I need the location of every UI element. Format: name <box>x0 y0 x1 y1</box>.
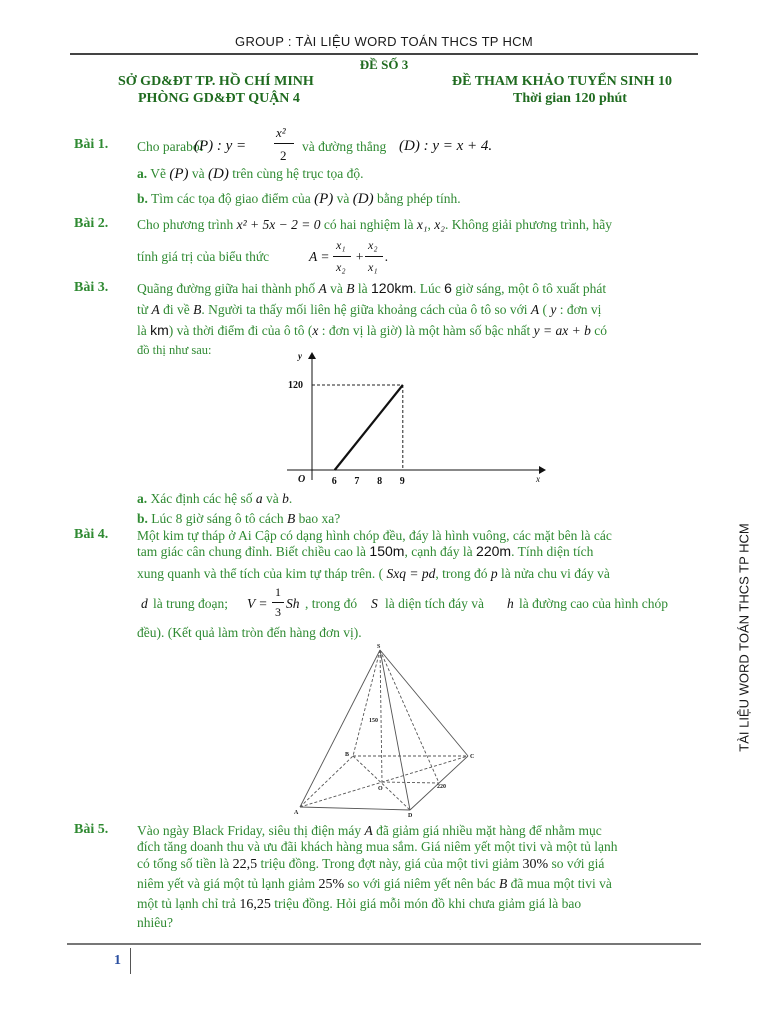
text: : đơn vị <box>556 302 602 317</box>
dept-line-2: PHÒNG GD&ĐT QUẬN 4 <box>138 91 300 106</box>
value: 25% <box>318 877 345 892</box>
text: . <box>288 491 293 506</box>
text: : đơn vị là giờ) là một hàm số bậc nhất <box>318 323 534 338</box>
text: Lúc 8 giờ sáng ô tô cách <box>151 511 284 526</box>
text: Cho phương trình <box>137 217 234 232</box>
text: triệu đồng. Hỏi giá mỗi món đồ khi chưa giảm giá là bao <box>274 896 582 911</box>
text: đã giảm giá nhiều mặt hàng để nhằm mục <box>376 823 602 838</box>
bai5-label: Bài 5. <box>74 822 109 837</box>
bai5-line6: nhiêu? <box>137 915 173 930</box>
y-axis-label: y <box>298 351 302 361</box>
line-eq: (D) : y = x + 4. <box>399 138 493 154</box>
math: B <box>193 302 202 317</box>
math: (P) <box>169 166 189 182</box>
dept-line-1: SỞ GD&ĐT TP. HỒ CHÍ MINH <box>118 74 314 89</box>
height-label: 150 <box>369 718 378 724</box>
text: đã mua một tivi và <box>510 876 612 891</box>
label: a. <box>137 166 148 181</box>
apothem <box>380 650 439 783</box>
text: . Tính diện tích <box>511 544 594 559</box>
label: b. <box>137 191 148 206</box>
height-so <box>380 650 382 782</box>
frac-den: x₁ <box>368 260 378 274</box>
math: a <box>255 491 263 506</box>
text: và <box>265 491 279 506</box>
text: là diện tích đáy và <box>385 596 484 611</box>
x-tick-label: 8 <box>377 476 383 487</box>
math: (P) <box>314 191 334 207</box>
exam-title: ĐỀ THAM KHẢO TUYỂN SINH 10 <box>452 74 673 89</box>
math: A <box>318 281 327 296</box>
value: 6 <box>444 280 452 296</box>
text: từ <box>137 302 152 317</box>
text: là nửa chu vi đáy và <box>500 566 610 581</box>
text: có tổng số tiền là <box>137 856 230 871</box>
text: , trong đó <box>435 566 488 581</box>
bai2-line2 <box>137 236 697 280</box>
math: V = <box>247 596 268 611</box>
value: 16,25 <box>239 897 271 912</box>
exam-number: ĐỀ SỐ 3 <box>359 57 409 72</box>
math: x₂ <box>434 217 445 232</box>
text: niêm yết và giá một tủ lạnh giảm <box>137 876 316 891</box>
edge-sc <box>380 650 468 756</box>
vertex-s: S <box>377 644 381 650</box>
frac-num: 1 <box>275 585 281 599</box>
math: y <box>550 302 557 317</box>
text: là đường cao của hình chóp <box>519 596 669 611</box>
frac-num: x² <box>276 125 286 140</box>
frac-den: x₂ <box>336 260 346 274</box>
frac-num: x₂ <box>368 238 378 252</box>
bai1-a <box>137 163 363 185</box>
text: là <box>354 281 371 296</box>
text: ) và thời điểm đi của ô tô ( <box>168 323 313 338</box>
vertex-b: B <box>345 752 350 758</box>
text: Vẽ <box>150 166 167 181</box>
math: x <box>312 323 319 338</box>
math: p <box>490 566 498 581</box>
bai3-line2 <box>137 299 697 320</box>
bai4-label: Bài 4. <box>74 527 109 542</box>
bai1-line1 <box>137 126 697 168</box>
text: và <box>336 191 350 206</box>
math: A <box>530 302 540 317</box>
text: so với giá <box>551 856 605 871</box>
bai5-line2: đích tăng doanh thu và ưu đãi khách hàng mua sắm. Giá niêm yết một tivi và một tủ lạnh <box>137 839 618 854</box>
value: 120km <box>371 280 414 296</box>
math: x₁ <box>416 217 428 232</box>
text: bằng phép tính. <box>376 191 461 206</box>
value: 150m <box>369 543 405 559</box>
edge-label: 220 <box>437 784 446 790</box>
x-tick-label: 7 <box>354 476 360 487</box>
value: km <box>150 322 169 338</box>
frac-den: 3 <box>275 605 281 619</box>
bai4-line1: Một kim tự tháp ở Ai Cập có dạng hình chóp đều, đáy là hình vuông, các mặt bên là các <box>137 528 612 543</box>
text: là <box>137 323 151 338</box>
value: 30% <box>522 857 549 872</box>
text: , cạnh đáy là <box>404 544 473 559</box>
footer-divider <box>130 948 131 974</box>
math: + <box>355 249 365 264</box>
side-watermark <box>716 520 756 770</box>
frac-den: 2 <box>280 148 287 163</box>
bai3-label: Bài 3. <box>74 280 109 295</box>
math: B <box>346 281 355 296</box>
label: b. <box>137 511 148 526</box>
vertex-a: A <box>294 810 299 816</box>
edge-sb <box>353 650 380 756</box>
value: 220m <box>476 543 512 559</box>
math: A = <box>309 249 330 264</box>
text: triệu đồng. Trong đợt này, giá của một tivi giảm <box>260 856 520 871</box>
text: một tủ lạnh chỉ trả <box>137 896 236 911</box>
text: so với giá niêm yết nên bác <box>347 876 496 891</box>
bai1-b <box>137 188 461 210</box>
edge-ad <box>300 807 410 810</box>
math: B <box>499 876 508 891</box>
frac-num: x₁ <box>336 238 346 252</box>
math: S <box>371 596 378 611</box>
text: , trong đó <box>305 596 358 611</box>
math: x² + 5x − 2 = 0 <box>236 217 321 232</box>
bai5-line5 <box>137 893 702 915</box>
text: Quãng đường giữa hai thành phố <box>137 281 319 296</box>
bai3-a <box>137 488 292 509</box>
text: trên cùng hệ trục tọa độ. <box>232 166 364 181</box>
edge-sa <box>300 650 380 807</box>
text: và <box>326 281 347 296</box>
group-header: GROUP : TÀI LIỆU WORD TOÁN THCS TP HCM <box>235 34 533 49</box>
math: (D) <box>208 166 229 182</box>
distance-time-chart <box>270 345 560 490</box>
math: b <box>282 491 289 506</box>
series-line <box>335 385 403 470</box>
text: Tìm các tọa độ giao điểm của <box>151 191 311 206</box>
bai5-line4 <box>137 873 702 895</box>
text: và <box>191 166 205 181</box>
bai4-line4 <box>137 582 702 622</box>
math: . <box>385 249 389 264</box>
bai2-line1 <box>137 214 697 235</box>
text: đi về <box>159 302 194 317</box>
text: tính giá trị của biểu thức <box>137 249 270 264</box>
text: có <box>590 323 607 338</box>
bai4-line2 <box>137 541 702 562</box>
text: bao xa? <box>298 511 341 526</box>
text: giờ sáng, một ô tô xuất phát <box>451 281 607 296</box>
parabol-eq: (P) : y = <box>194 138 247 154</box>
center-o: O <box>378 786 383 792</box>
text: , <box>427 217 431 232</box>
page-number: 1 <box>114 953 121 968</box>
text: . Người ta thấy mối liên hệ giữa khoảng cách của ô tô so với <box>201 302 531 317</box>
math: d <box>141 596 148 611</box>
text: xung quanh và thể tích của kim tự tháp trên. ( <box>137 566 384 581</box>
math: (D) <box>352 191 374 207</box>
vertex-d: D <box>408 813 413 819</box>
text: . Không giải phương trình, hãy <box>444 217 613 232</box>
text: ( <box>539 302 551 317</box>
footer-rule <box>67 943 701 945</box>
text: là trung đoạn; <box>153 596 228 611</box>
label: a. <box>137 491 148 506</box>
diag-ac <box>300 756 468 807</box>
bai4-line3 <box>137 563 702 584</box>
bai5-line3 <box>137 853 702 875</box>
text: Xác định các hệ số <box>150 491 253 506</box>
edge-sd <box>380 650 410 810</box>
header-rule <box>70 53 698 55</box>
math: y = ax + b <box>533 323 591 338</box>
pyramid-figure <box>285 640 480 819</box>
math: B <box>287 511 296 526</box>
text: . Lúc <box>413 281 445 296</box>
apothem-foot <box>382 782 439 783</box>
math: h <box>507 596 514 611</box>
bai2-label: Bài 2. <box>74 216 109 231</box>
bai3-line4: đồ thị như sau: <box>137 343 212 357</box>
math: Sxq = pd <box>386 566 436 581</box>
side-text: TÀI LIỆU WORD TOÁN THCS TP HCM <box>736 523 752 752</box>
bai3-line3 <box>137 320 697 341</box>
origin-label: O <box>298 474 306 485</box>
text: và đường thẳng <box>302 139 387 154</box>
x-tick-label: 6 <box>331 476 337 487</box>
text: có hai nghiệm là <box>323 217 414 232</box>
text: Cho parabol <box>137 139 204 154</box>
math: A <box>364 823 373 838</box>
frac-bar <box>274 143 294 144</box>
y-tick-label: 120 <box>288 380 303 391</box>
math: A <box>151 302 160 317</box>
value: 22,5 <box>232 857 258 872</box>
x-tick-label: 9 <box>399 476 405 487</box>
bai3-line1 <box>137 278 697 299</box>
vertex-c: C <box>470 754 475 760</box>
text: Vào ngày Black Friday, siêu thị điện máy <box>137 823 362 838</box>
bai4-line5: đều). (Kết quả làm tròn đến hàng đơn vị). <box>137 625 362 640</box>
x-axis-label: x <box>536 474 540 484</box>
exam-time: Thời gian 120 phút <box>513 91 627 106</box>
bai1-label: Bài 1. <box>74 137 109 152</box>
math: Sh <box>286 596 300 611</box>
text: tam giác cân chung đỉnh. Biết chiều cao là <box>137 544 367 559</box>
